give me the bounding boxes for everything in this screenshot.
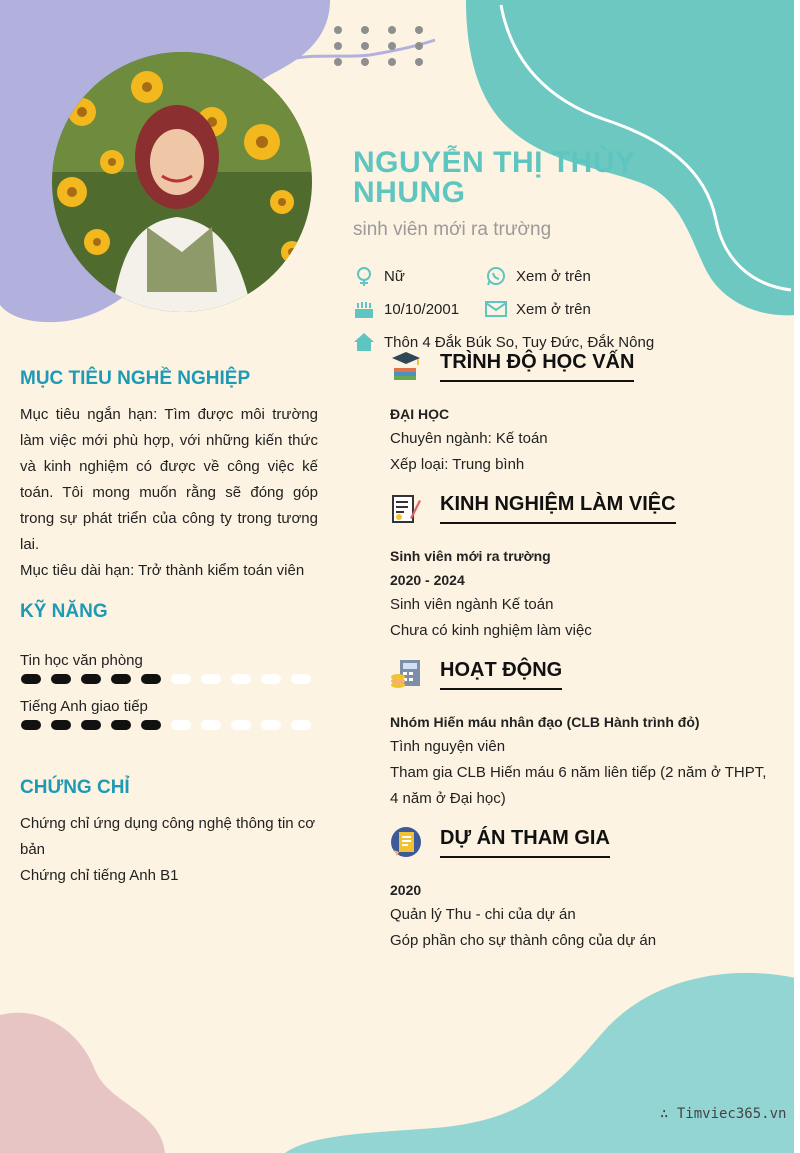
birthday-info xyxy=(353,298,459,320)
job-subtitle: sinh viên mới ra trường xyxy=(353,219,552,240)
skill-dot-empty xyxy=(261,674,281,684)
projects-year: 2020 xyxy=(390,882,422,898)
skill-dot-empty xyxy=(231,720,251,730)
document-pen-icon xyxy=(390,492,422,524)
education-major: Chuyên ngành: Kế toán xyxy=(390,430,548,447)
gender-value: Nữ xyxy=(384,267,405,285)
phone-info xyxy=(485,265,591,287)
graduation-cap-icon xyxy=(390,350,422,382)
activities-block xyxy=(390,710,770,812)
avatar xyxy=(52,52,312,312)
brand-watermark: ∴ Timviec365.vn xyxy=(660,1106,787,1122)
experience-title: KINH NGHIỆM LÀM VIỆC xyxy=(440,493,676,524)
skill-dot-filled xyxy=(141,674,161,684)
skill-dot-empty xyxy=(291,674,311,684)
email-icon xyxy=(485,298,507,320)
skill-dot-empty xyxy=(291,720,311,730)
cake-icon xyxy=(353,298,375,320)
planner-icon xyxy=(390,826,422,858)
education-block xyxy=(390,402,770,478)
education-title: TRÌNH ĐỘ HỌC VẤN xyxy=(440,351,634,382)
certificate-item: Chứng chỉ ứng dụng công nghệ thông tin cơ bản xyxy=(20,815,316,858)
activities-desc: Tham gia CLB Hiến máu 6 năm liên tiếp (2 năm ở THPT, 4 năm ở Đại học) xyxy=(390,764,767,807)
dot-grid xyxy=(330,24,430,72)
experience-header xyxy=(390,492,676,524)
avatar-photo xyxy=(52,52,312,312)
activities-org: Nhóm Hiến máu nhân đạo (CLB Hành trình đỏ) xyxy=(390,714,700,730)
experience-block xyxy=(390,544,770,644)
objective-short-term: Mục tiêu ngắn hạn: Tìm được môi trường làm việc mới phù hợp, với những kiến thức và kinh nghiệm có được về công việc kế toán. Tôi mong muốn rằng sẽ đóng góp trong sự phát triển của công ty trong tương lai. xyxy=(20,406,318,553)
skill-dot-empty xyxy=(171,720,191,730)
projects-header xyxy=(390,826,610,858)
certificates-list xyxy=(20,811,318,889)
gender-info xyxy=(353,265,405,287)
objective-title: MỤC TIÊU NGHỀ NGHIỆP xyxy=(20,368,251,389)
skill-dot-filled xyxy=(21,720,41,730)
education-rank: Xếp loại: Trung bình xyxy=(390,456,525,473)
education-school: ĐẠI HỌC xyxy=(390,406,450,422)
skill-rating-office xyxy=(20,673,320,685)
skills-title: KỸ NĂNG xyxy=(20,601,108,622)
experience-role: Sinh viên mới ra trường xyxy=(390,548,551,564)
teal-blob-bottom xyxy=(285,970,794,1153)
skill-dot-empty xyxy=(231,674,251,684)
skill-dot-empty xyxy=(201,720,221,730)
experience-line: Chưa có kinh nghiệm làm việc xyxy=(390,622,592,639)
skill-dot-filled xyxy=(111,674,131,684)
email-info xyxy=(485,298,591,320)
skill-dot-filled xyxy=(81,720,101,730)
female-icon xyxy=(353,265,375,287)
projects-line: Góp phần cho sự thành công của dự án xyxy=(390,932,657,949)
pink-blob xyxy=(0,1010,170,1153)
experience-line: Sinh viên ngành Kế toán xyxy=(390,596,554,613)
activities-title: HOẠT ĐỘNG xyxy=(440,659,562,690)
skill-dot-filled xyxy=(111,720,131,730)
skill-label: Tiếng Anh giao tiếp xyxy=(20,698,148,715)
full-name: NGUYỄN THỊ THÙY NHUNG xyxy=(353,146,635,209)
experience-period: 2020 - 2024 xyxy=(390,572,465,588)
projects-title: DỰ ÁN THAM GIA xyxy=(440,827,610,858)
skill-dot-filled xyxy=(21,674,41,684)
projects-line: Quản lý Thu - chi của dự án xyxy=(390,906,576,923)
skill-dot-filled xyxy=(81,674,101,684)
activities-role: Tình nguyện viên xyxy=(390,738,506,755)
skill-rating-english xyxy=(20,719,320,731)
skill-dot-empty xyxy=(201,674,221,684)
email-value: Xem ở trên xyxy=(516,300,591,318)
home-icon xyxy=(353,331,375,353)
certificate-item: Chứng chỉ tiếng Anh B1 xyxy=(20,867,179,884)
certificates-title: CHỨNG CHỈ xyxy=(20,777,130,798)
skill-dot-filled xyxy=(51,720,71,730)
projects-block xyxy=(390,878,770,954)
skill-dot-filled xyxy=(141,720,161,730)
address-value: Thôn 4 Đắk Búk So, Tuy Đức, Đắk Nông xyxy=(384,333,655,351)
phone-icon xyxy=(485,265,507,287)
phone-value: Xem ở trên xyxy=(516,267,591,285)
birthday-value: 10/10/2001 xyxy=(384,300,460,318)
objective-text xyxy=(20,402,318,584)
education-header xyxy=(390,350,634,382)
objective-long-term: Mục tiêu dài hạn: Trở thành kiểm toán viên xyxy=(20,562,305,579)
skill-dot-empty xyxy=(171,674,191,684)
skill-dot-empty xyxy=(261,720,281,730)
calculator-coins-icon xyxy=(390,658,422,690)
activities-header xyxy=(390,658,562,690)
skill-dot-filled xyxy=(51,674,71,684)
skill-label: Tin học văn phòng xyxy=(20,652,143,669)
